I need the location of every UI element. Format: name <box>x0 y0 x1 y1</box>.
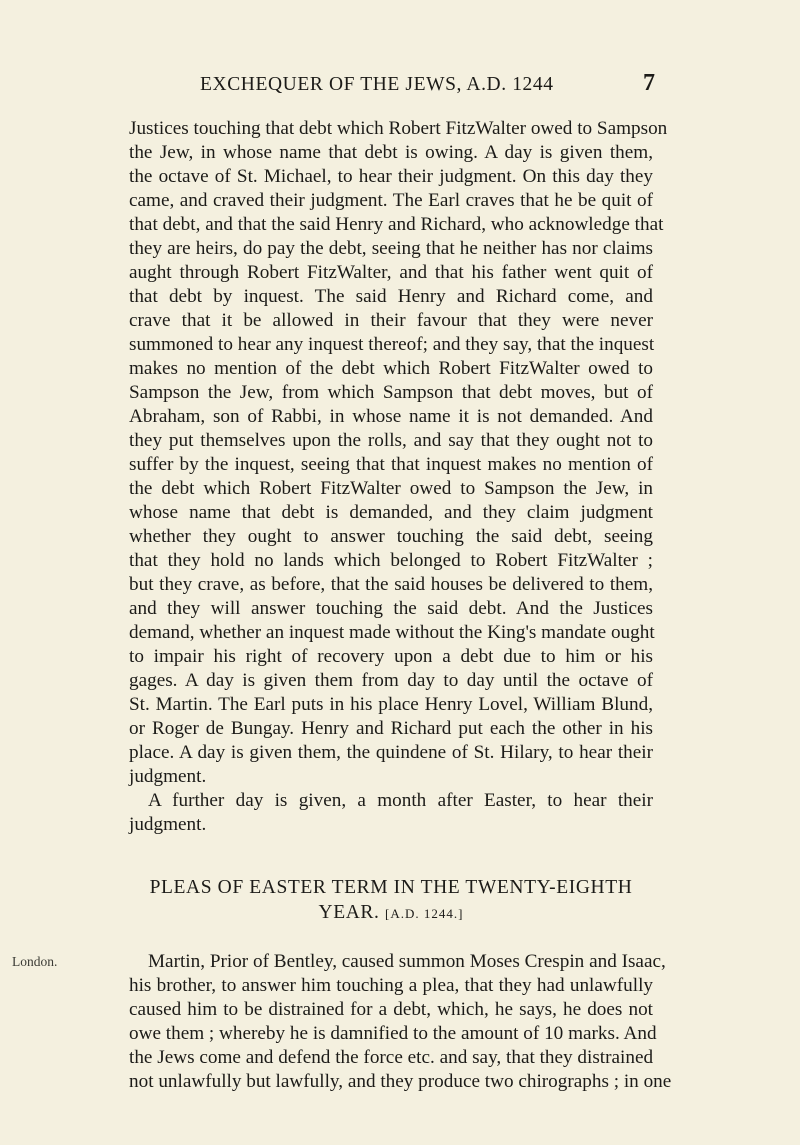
text-line: place. A day is given them, the quindene of St. Hilary, to hear their <box>129 742 653 763</box>
text-line: to impair his right of recovery upon a debt due to him or his <box>129 646 653 667</box>
running-header <box>110 70 655 102</box>
section-heading-line-1: PLEAS OF EASTER TERM IN THE TWENTY-EIGHTH <box>149 877 633 898</box>
text-line: Abraham, son of Rabbi, in whose name it is not demanded. And <box>129 406 653 427</box>
page-number: 7 <box>643 70 655 96</box>
text-line: judgment. <box>129 814 207 835</box>
section-heading-date: [A.D. 1244.] <box>385 906 464 921</box>
text-line: and they will answer touching the said debt. And the Justices <box>129 598 653 619</box>
text-line: makes no mention of the debt which Robert FitzWalter owed to <box>129 358 653 379</box>
text-line: the debt which Robert FitzWalter owed to Sampson the Jew, in <box>129 478 653 499</box>
text-line: Justices touching that debt which Robert FitzWalter owed to Sampson <box>129 118 668 139</box>
section-heading-line-2 <box>129 901 653 926</box>
text-line: St. Martin. The Earl puts in his place Henry Lovel, William Blund, <box>129 694 653 715</box>
text-line: summoned to hear any inquest thereof; and they say, that the inquest <box>129 334 655 355</box>
text-line: they put themselves upon the rolls, and say that they ought not to <box>129 430 653 451</box>
running-head-title: EXCHEQUER OF THE JEWS, A.D. 1244 <box>200 74 554 95</box>
margin-note: London. <box>12 954 58 969</box>
section-heading-year: YEAR. <box>318 902 380 923</box>
text-line: caused him to be distrained for a debt, which, he says, he does not <box>129 999 653 1020</box>
text-line: Martin, Prior of Bentley, caused summon Moses Crespin and Isaac, <box>148 951 666 972</box>
text-line: but they crave, as before, that the said houses be delivered to them, <box>129 574 653 595</box>
text-line: that they hold no lands which belonged to Robert FitzWalter ; <box>129 550 653 571</box>
text-line: judgment. <box>129 766 207 787</box>
text-line: whether they ought to answer touching the said debt, seeing <box>129 526 653 547</box>
text-line: the octave of St. Michael, to hear their judgment. On this day they <box>129 166 653 187</box>
text-line: the Jew, in whose name that debt is owing. A day is given them, <box>129 142 653 163</box>
text-line: they are heirs, do pay the debt, seeing that he neither has nor claims <box>129 238 653 259</box>
text-line: demand, whether an inquest made without the King's mandate ought <box>129 622 655 643</box>
text-line: whose name that debt is demanded, and they claim judgment <box>129 502 653 523</box>
text-line: suffer by the inquest, seeing that that inquest makes no mention of <box>129 454 653 475</box>
text-line: not unlawfully but lawfully, and they produce two chirographs ; in one <box>129 1071 672 1092</box>
text-line: the Jews come and defend the force etc. and say, that they distrained <box>129 1047 654 1068</box>
text-line: or Roger de Bungay. Henry and Richard put each the other in his <box>129 718 653 739</box>
text-line: that debt, and that the said Henry and Richard, who acknowledge that <box>129 214 664 235</box>
text-line: that debt by inquest. The said Henry and Richard come, and <box>129 286 653 307</box>
text-line: his brother, to answer him touching a plea, that they had unlawfully <box>129 975 653 996</box>
text-line: Sampson the Jew, from which Sampson that debt moves, but of <box>129 382 653 403</box>
text-line: came, and craved their judgment. The Earl craves that he be quit of <box>129 190 653 211</box>
text-line: gages. A day is given them from day to day until the octave of <box>129 670 653 691</box>
text-line: aught through Robert FitzWalter, and that his father went quit of <box>129 262 653 283</box>
text-line: owe them ; whereby he is damnified to the amount of 10 marks. And <box>129 1023 657 1044</box>
text-line: A further day is given, a month after Easter, to hear their <box>148 790 653 811</box>
text-line: crave that it be allowed in their favour that they were never <box>129 310 653 331</box>
